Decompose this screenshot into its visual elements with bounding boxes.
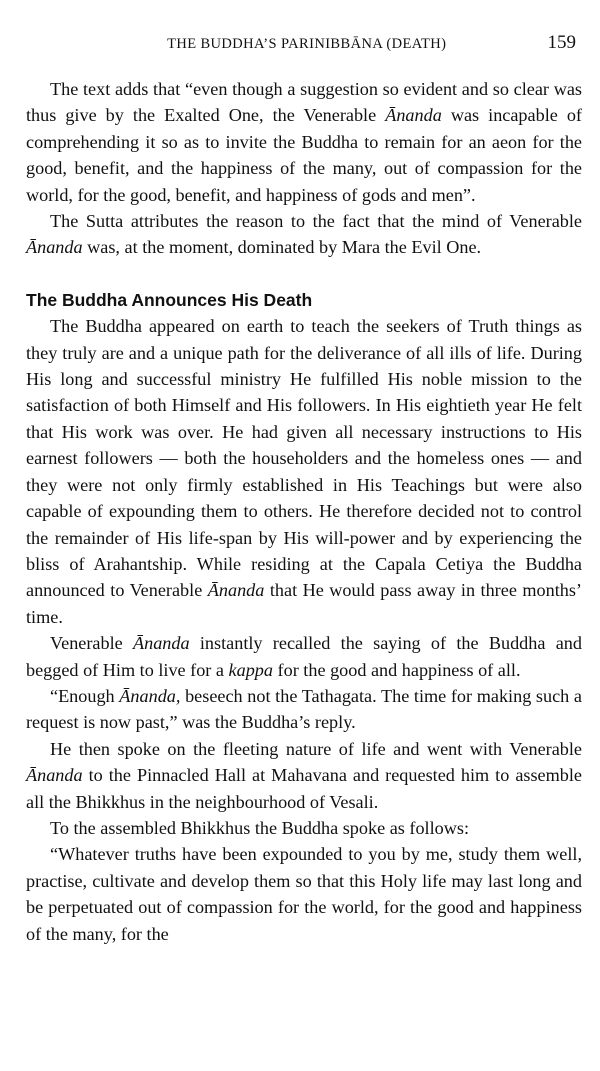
running-header xyxy=(26,30,582,64)
paragraph xyxy=(26,630,582,683)
text-run: The Buddha appeared on earth to teach the seekers of Truth things as they truly are and a unique path for the deliverance of all ills of life. During His long and successful ministry He fulfilled His noble mission to the satisfaction of both Himself and His followers. In His eightieth year He felt that His work was over. He had given all necessary instructions to His earnest followers — both the householders and the homeless ones — and they were not only firmly established in His Teachings but were also capable of expounding them to others. He therefore decided not to control the remainder of His life-span by His will-power and by experiencing the bliss of Arahantship. While residing at the Capala Cetiya the Buddha announced to Venerable xyxy=(26,316,582,601)
italic-text: Ānanda xyxy=(26,765,83,786)
italic-text: Ānanda xyxy=(385,105,442,126)
italic-text: Ānanda, xyxy=(119,685,181,706)
section-heading: The Buddha Announces His Death xyxy=(26,289,313,310)
text-run: To the assembled Bhikkhus the Buddha spoke as follows: xyxy=(50,817,470,838)
text-run: The Sutta attributes the reason to the fact that the mind of Venerable xyxy=(50,211,582,232)
intro-text xyxy=(26,76,582,261)
text-run: to the Pinnacled Hall at Mahavana and requested him to assemble all the Bhikkhus in the neighbourhood of Vesali. xyxy=(26,765,582,812)
paragraph xyxy=(26,815,582,841)
text-run: that He would pass away in three months’ time. xyxy=(26,580,582,627)
text-run: “Enough xyxy=(50,685,120,706)
paragraph xyxy=(26,208,582,261)
paragraph xyxy=(26,313,582,630)
text-run: The text adds that “even though a suggestion so evident and so clear was thus give by the Exalted One, the Venerable xyxy=(26,79,582,126)
text-run: was incapable of comprehending it so as to invite the Buddha to remain for an aeon for the good, benefit, and the happiness of the many, out of compassion for the world, for the good, benefit, and happiness of gods and men”. xyxy=(26,105,582,205)
text-run: Venerable xyxy=(50,633,133,654)
italic-text: Ānanda xyxy=(207,580,265,601)
italic-text: Ānanda xyxy=(26,237,83,258)
italic-text: kappa xyxy=(228,659,273,680)
text-run: “Whatever truths have been expounded to you by me, study them well, practise, cultivate and develop them so that this Holy life may last long and be perpetuated out of compassion for the world, for the good and happiness of the many, for the xyxy=(26,844,582,944)
section-body xyxy=(26,313,582,947)
text-run: was, at the moment, dominated by Mara the Evil One. xyxy=(82,237,482,258)
text-run: instantly recalled the saying of the Buddha and begged of Him to live for a xyxy=(26,633,582,680)
paragraph xyxy=(26,736,582,815)
text-run: beseech not the Tathagata. The time for making such a request is now past,” was the Buddha’s reply. xyxy=(26,685,582,733)
page-number: 159 xyxy=(547,32,576,53)
paragraph xyxy=(26,841,582,947)
text-run: for the good and happiness of all. xyxy=(273,659,521,680)
text-run: He then spoke on the fleeting nature of life and went with Venerable xyxy=(50,738,582,759)
paragraph xyxy=(26,76,582,208)
paragraph xyxy=(26,683,582,736)
running-title: THE BUDDHA’S PARINIBBĀNA (DEATH) xyxy=(167,36,447,52)
italic-text: Ānanda xyxy=(133,633,190,654)
